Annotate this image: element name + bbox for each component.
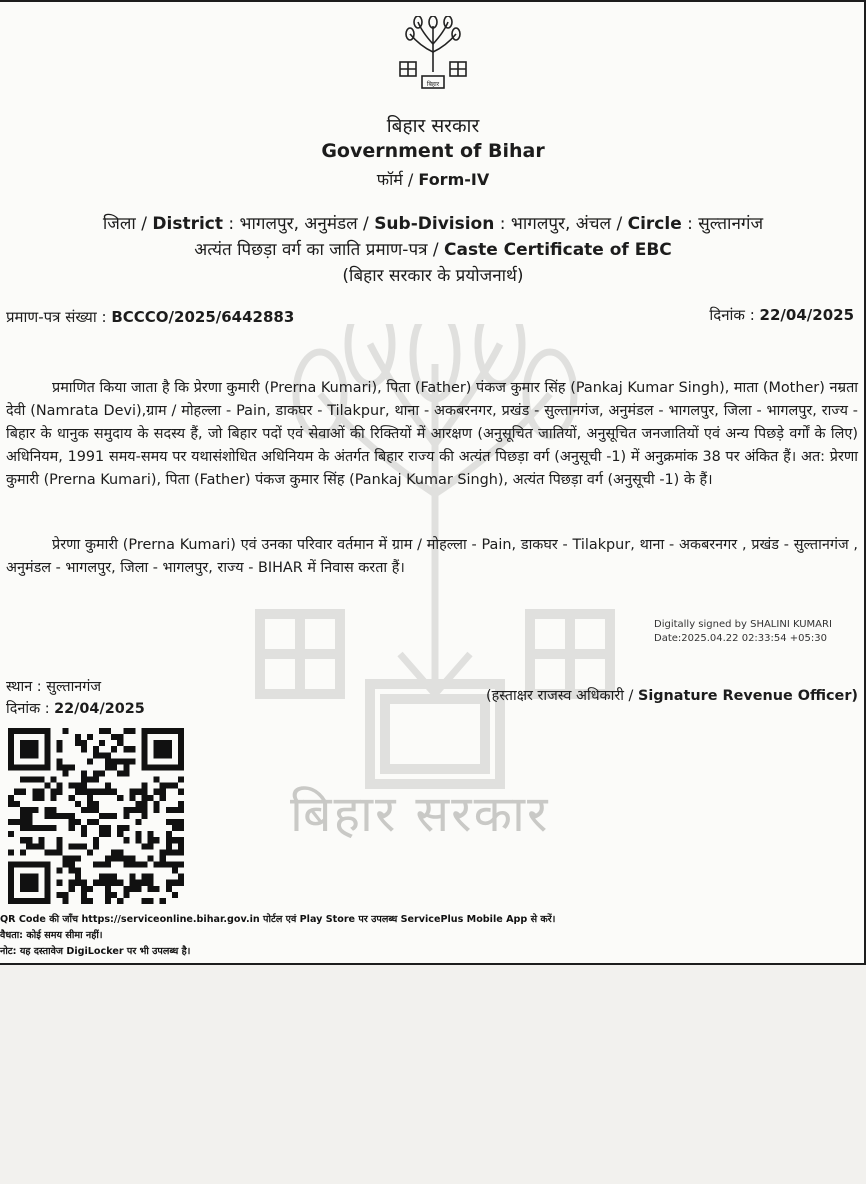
digital-signature-line1: Digitally signed by SHALINI KUMARI xyxy=(654,619,832,630)
form-hindi: फॉर्म xyxy=(376,170,403,189)
circle-value: सुल्तानगंज xyxy=(698,214,764,234)
form-english: Form-IV xyxy=(418,170,490,189)
circle-label-en: Circle xyxy=(627,214,682,234)
place-line xyxy=(6,677,101,696)
qr-code-icon xyxy=(8,728,184,904)
subdivision-label-en: Sub-Division xyxy=(374,214,495,234)
certificate-title: अत्यंत पिछड़ा वर्ग का जाति प्रमाण-पत्र / Caste Certificate of EBC xyxy=(194,240,672,260)
footer-digilocker-note: नोट: यह दस्तावेज DigiLocker पर भी उपलब्ध है। xyxy=(0,946,191,957)
certificate-title-en: Caste Certificate of EBC xyxy=(444,240,672,260)
subdivision-value: भागलपुर xyxy=(510,214,565,234)
certificate-number-value: BCCCO/2025/6442883 xyxy=(111,308,295,326)
place-label: स्थान : xyxy=(6,679,42,695)
issue-date-label: दिनांक : xyxy=(6,701,50,717)
certificate-title-hi: अत्यंत पिछड़ा वर्ग का जाति प्रमाण-पत्र xyxy=(194,240,428,260)
digital-signature-line2: Date:2025.04.22 02:33:54 +05:30 xyxy=(654,633,827,644)
certificate-body-paragraph-1: प्रमाणित किया जाता है कि प्रेरणा कुमारी (Prerna Kumari), पिता (Father) पंकज कुमार सिंह (Pankaj Kumar Singh), माता (Mother) नम्रता देवी (Namrata Devi),ग्राम / मोहल्ला - Pain, डाकघर - Tilakpur, थाना - अकबरनगर, प्रखंड - सुल्तानगंज, अनुमंडल - भागलपुर, जिला - भागलपुर, राज्य - बिहार के धानुक समुदाय के सदस्य हैं, जो बिहार पदों एवं सेवाओं की रिक्तियों में आरक्षण (अनुसूचित जातियों, अनुसूचित जनजातियों एवं अन्य पिछड़े वर्गों के लिए) अधिनियम, 1991 समय-समय पर यथासंशोधित अधिनियम के अंतर्गत बिहार राज्य की अत्यंत पिछड़ा वर्ग (अनुसूची -1) में अनुक्रमांक 38 पर अंकित हैं। अत: प्रेरणा कुमारी (Prerna Kumari), पिता (Father) पंकज कुमार सिंह (Pankaj Kumar Singh), अत्यंत पिछड़ा वर्ग (अनुसूची -1) के हैं। xyxy=(6,380,858,488)
issue-date-line xyxy=(6,699,145,718)
certificate-body-paragraph-2: प्रेरणा कुमारी (Prerna Kumari) एवं उनका परिवार वर्तमान में ग्राम / मोहल्ला - Pain, डाकघर - Tilakpur, थाना - अकबरनगर , प्रखंड - सुल्तानगंज , अनुमंडल - भागलपुर, जिला - भागलपुर, राज्य - BIHAR में निवास करता हैं। xyxy=(6,537,858,576)
footer-validity: वैधता: कोई समय सीमा नहीं। xyxy=(0,930,103,941)
circle-label-hi: अंचल xyxy=(575,214,612,234)
digital-signature xyxy=(654,618,832,646)
certificate-date-value: 22/04/2025 xyxy=(759,306,854,324)
watermark-text: बिहार सरकार xyxy=(290,785,550,843)
form-title: फॉर्म / Form-IV xyxy=(376,170,490,189)
purpose-line: (बिहार सरकार के प्रयोजनार्थ) xyxy=(342,266,524,286)
emblem-label: बिहार xyxy=(426,81,440,88)
district-label-hi: जिला xyxy=(102,214,136,234)
district-line: जिला / District : भागलपुर, अनुमंडल / Sub-Division : भागलपुर, अंचल / Circle : सुल्तानगंज xyxy=(102,214,764,234)
signature-officer-en: Signature Revenue Officer) xyxy=(637,688,858,704)
title-hindi: बिहार सरकार xyxy=(386,115,480,137)
certificate-date-label: दिनांक : xyxy=(709,306,755,324)
district-label-en: District xyxy=(152,214,223,234)
certificate-number xyxy=(6,307,294,327)
title-english: Government of Bihar xyxy=(321,140,545,162)
signature-officer-hi: (हस्ताक्षर राजस्व अधिकारी xyxy=(485,688,624,704)
certificate-date xyxy=(709,305,854,325)
bihar-emblem-icon xyxy=(392,16,474,90)
subdivision-label-hi: अनुमंडल xyxy=(304,214,358,234)
place-value: सुल्तानगंज xyxy=(46,679,102,695)
certificate-number-label: प्रमाण-पत्र संख्या : xyxy=(6,308,107,326)
signature-officer: (हस्ताक्षर राजस्व अधिकारी / Signature Revenue Officer) xyxy=(485,688,858,704)
issue-date-value: 22/04/2025 xyxy=(54,701,145,717)
footer-qr-note: QR Code की जाँच https://serviceonline.bihar.gov.in पोर्टल एवं Play Store पर उपलब्ध ServicePlus Mobile App से करें। xyxy=(0,914,556,925)
district-value: भागलपुर xyxy=(239,214,294,234)
